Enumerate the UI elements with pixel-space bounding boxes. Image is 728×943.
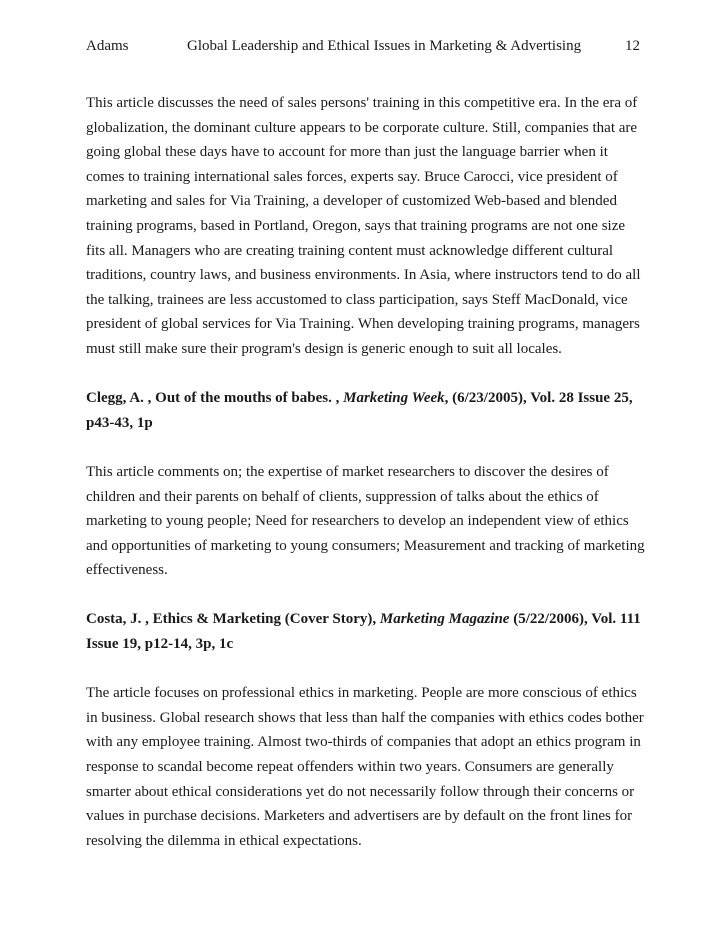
citation-2 [86, 607, 646, 656]
document-body [86, 91, 646, 878]
citation-2-source: Marketing Magazine [379, 611, 510, 628]
summary-paragraph-3: The article focuses on professional ethics in marketing. People are more conscious of ethics in business. Global research shows that less than half the companies with ethics codes bother with any employee training. Almost two-thirds of companies that adopt an ethics program in response to scandal become repeat offenders within two years. Consumers are generally smarter about ethical considerations yet do not necessarily follow through their concerns or values in purchase decisions. Marketers and advertisers are by default on the front lines for resolving the dilemma in ethical expectations. [86, 685, 644, 849]
header-title: Global Leadership and Ethical Issues in Marketing & Advertising [187, 38, 582, 54]
summary-paragraph-2: This article comments on; the expertise of market researchers to discover the desires of children and their parents on behalf of clients, suppression of talks about the ethics of marketing to young people; Need for researchers to develop an independent view of ethics and opportunities of marketing to young consumers; Measurement and tracking of marketing effectiveness. [86, 463, 645, 579]
citation-1 [86, 386, 646, 435]
citation-1-suffix: , (6/23/2005), Vol. 28 Issue 25, p43-43, 1p [86, 390, 633, 431]
page-number: 12 [625, 38, 640, 54]
summary-paragraph-1: This article discusses the need of sales persons' training in this competitive era. In the era of globalization, the dominant culture appears to be corporate culture. Still, companies that are going global these days have to account for more than just the language barrier when it comes to training international sales forces, experts say. Bruce Carocci, vice president of marketing and sales for Via Training, a developer of customized Web-based and blended training programs, based in Portland, Oregon, says that training programs are not one size fits all. Managers who are creating training content must acknowledge different cultural traditions, country laws, and business environments. In Asia, where instructors tend to do all the talking, trainees are less accustomed to class participation, says Steff MacDonald, vice president of global services for Via Training. When developing training programs, managers must still make sure their program's design is generic enough to suit all locales. [86, 95, 641, 357]
citation-1-source: Marketing Week [343, 390, 445, 407]
header-author: Adams [86, 38, 129, 54]
running-header [86, 38, 640, 60]
citation-1-prefix: Clegg, A. , Out of the mouths of babes. , [86, 390, 344, 407]
citation-2-suffix: (5/22/2006), Vol. 111 Issue 19, p12-14, 3p, 1c [86, 611, 641, 653]
citation-2-prefix: Costa, J. , Ethics & Marketing (Cover Story), [86, 611, 380, 628]
